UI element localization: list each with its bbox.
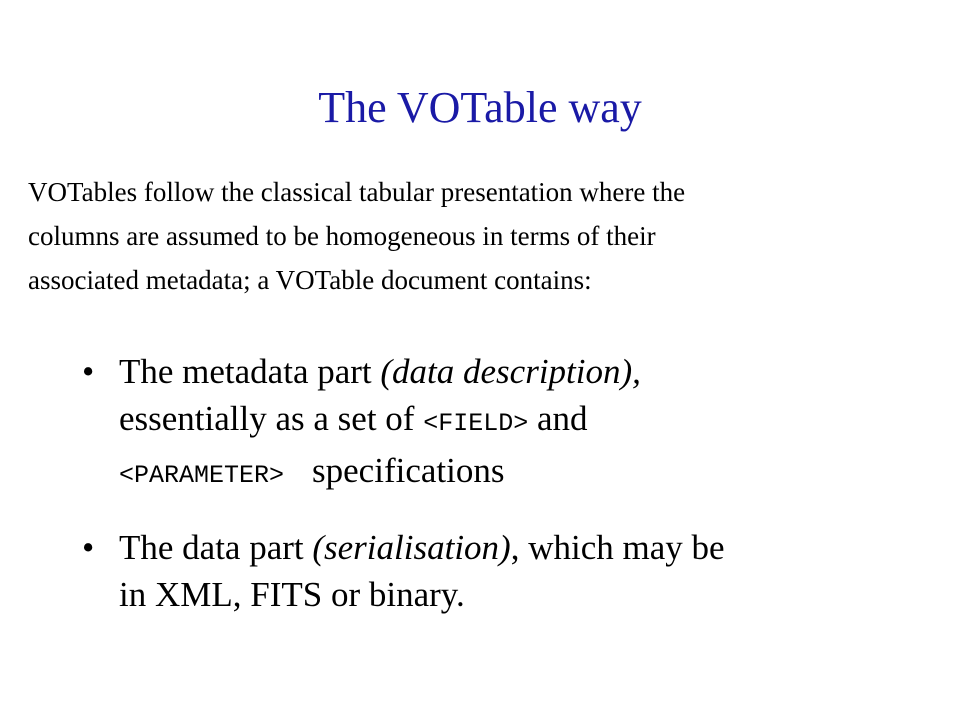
bullet-text: The data part [119,528,313,567]
bullet-text: in XML, FITS or binary. [119,575,465,614]
bullet-line [119,571,902,618]
bullet-line [119,447,902,499]
bullet-text: and [528,399,588,438]
parameter-tag-code: <PARAMETER> [119,461,285,490]
bullet-line [119,348,902,395]
intro-line-2: columns are assumed to be homogeneous in terms of their [28,221,656,251]
bullet-marker: • [82,528,95,567]
bullet-italic-text: (serialisation) [312,528,511,567]
bullet-line [119,395,902,447]
intro-paragraph [28,170,938,302]
bullet-text: specifications [312,451,505,490]
bullet-metadata-part [82,348,902,499]
bullet-text: essentially as a set of [119,399,424,438]
bullet-list [82,348,902,643]
intro-line-1: VOTables follow the classical tabular presentation where the [28,177,686,207]
intro-line-3: associated metadata; a VOTable document contains: [28,265,592,295]
bullet-text: , which may be [510,528,725,567]
bullet-text: The metadata part [119,352,381,391]
field-tag-code: <FIELD> [423,409,529,438]
slide-title: The VOTable way [318,83,642,132]
bullet-italic-text: (data description), [380,352,641,391]
bullet-line [119,524,902,571]
bullet-data-part [82,524,902,618]
bullet-marker: • [82,352,95,391]
